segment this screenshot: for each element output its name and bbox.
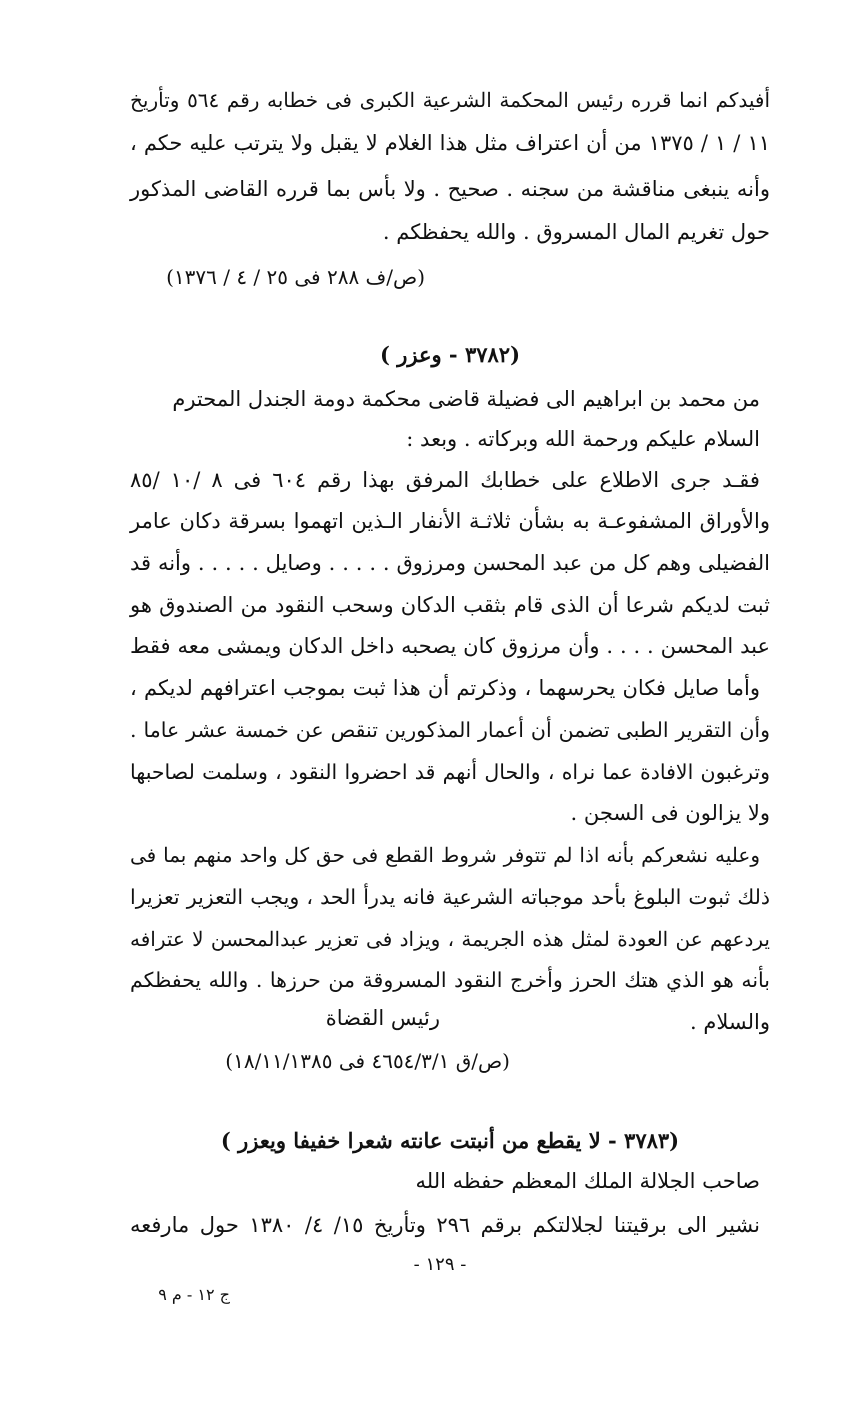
body-line: فقـد جرى الاطلاع على خطابك المرفق بهذا رقم ٦٠٤ فى ٨ /١٠ /٨٥ — [130, 468, 760, 492]
body-line: عبد المحسن . . . . وأن مرزوق كان يصحبه داخل الدكان ويمشى معه فقط — [130, 634, 770, 658]
reference-citation: (ص/ف ٢٨٨ فى ٢٥ / ٤ / ١٣٧٦) — [166, 265, 425, 289]
body-line: وعليه نشعركم بأنه اذا لم تتوفر شروط القطع فى حق كل واحد منهم بما فى — [130, 843, 760, 867]
greeting-line: السلام عليكم ورحمة الله وبركاته . وبعد : — [406, 427, 760, 451]
addressee-line: صاحب الجلالة الملك المعظم حفظه الله — [415, 1169, 760, 1193]
body-line: أفيدكم انما قرره رئيس المحكمة الشرعية الكبرى فى خطابه رقم ٥٦٤ وتأريخ — [130, 88, 770, 112]
body-line: ثبت لديكم شرعا أن الذى قام بثقب الدكان وسحب النقود من الصندوق هو — [130, 593, 770, 617]
body-line: يردعهم عن العودة لمثل هذه الجريمة ، ويزاد فى تعزير عبدالمحسن لا عترافه — [130, 927, 770, 951]
body-line: وأن التقرير الطبى تضمن أن أعمار المذكورين تنقص عن خمسة عشر عاما . — [130, 718, 770, 742]
page-number: - ١٢٩ - — [413, 1254, 467, 1275]
sender-line: من محمد بن ابراهيم الى فضيلة قاضى محكمة دومة الجندل المحترم — [172, 387, 760, 411]
section-heading: (٣٧٨٣ - لا يقطع من أنبتت عانته شعرا خفيفا ويعزر ) — [220, 1128, 680, 1153]
body-line: الفضيلى وهم كل من عبد المحسن ومرزوق . . . . . وصايل . . . . . وأنه قد — [130, 551, 770, 575]
body-line: وأنه ينبغى مناقشة من سجنه . صحيح . ولا بأس بما قرره القاضى المذكور — [130, 177, 770, 201]
reference-citation: (ص/ق ٤٦٥٤/٣/١ فى ١٨/١١/١٣٨٥) — [225, 1049, 510, 1073]
body-line: ولا يزالون فى السجن . — [570, 801, 770, 825]
closing-line: والسلام . — [690, 1010, 770, 1034]
body-line: وأما صايل فكان يحرسهما ، وذكرتم أن هذا ثبت بموجب اعترافهم لديكم ، — [130, 676, 760, 700]
body-line: ذلك ثبوت البلوغ بأحد موجباته الشرعية فانه يدرأ الحد ، ويجب التعزير تعزيرا — [130, 885, 770, 909]
body-line: حول تغريم المال المسروق . والله يحفظكم . — [382, 220, 770, 244]
body-line: والأوراق المشفوعـة به بشأن ثلاثـة الأنفار الـذين اتهموا بسرقة دكان عامر — [130, 509, 770, 533]
signature-mark: ج ١٢ - م ٩ — [158, 1285, 230, 1304]
body-line: وترغبون الافادة عما نراه ، والحال أنهم قد احضروا النقود ، وسلمت لصاحبها — [130, 760, 770, 784]
body-line: نشير الى برقيتنا لجلالتكم برقم ٢٩٦ وتأريخ ١٥/ ٤/ ١٣٨٠ حول مارفعه — [130, 1213, 761, 1237]
body-line: ١١ / ١ / ١٣٧٥ من أن اعتراف مثل هذا الغلام لا يقبل ولا يترتب عليه حكم ، — [130, 131, 770, 155]
signature-title: رئيس القضاة — [325, 1006, 440, 1030]
body-line: بأنه هو الذي هتك الحرز وأخرج النقود المسروقة من حرزها . والله يحفظكم — [130, 968, 770, 992]
section-heading: (٣٧٨٢ - وعزر ) — [379, 342, 521, 367]
